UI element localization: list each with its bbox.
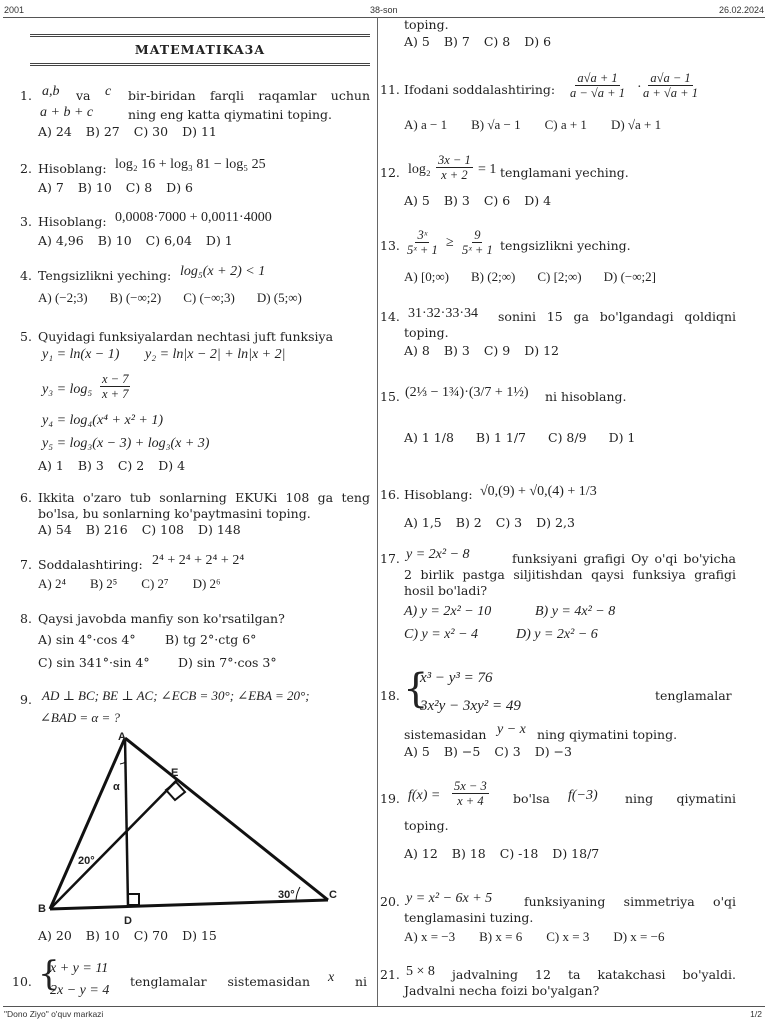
q5-y3-frac: $\frac{x - 7}{x + 7}$ bbox=[102, 372, 129, 401]
q13-frac1: $\frac{\text{3ˣ}}{\text{5ˣ + 1}}$ bbox=[407, 228, 438, 257]
q17-option-d: D) y = 2x² − 6 bbox=[516, 627, 598, 642]
q10-number: 10. bbox=[12, 974, 32, 989]
fig-label-b: B bbox=[38, 903, 46, 915]
q13-ge: ≥ bbox=[446, 235, 454, 250]
q16-number: 16. bbox=[380, 487, 400, 502]
q18-text: tenglamalar bbox=[655, 688, 732, 703]
q2-answers: A) 7 B) 10 C) 8 D) 6 bbox=[38, 180, 193, 195]
q11-frac1: $\frac{a√a + 1}{a - √a + 1}$ bbox=[570, 71, 625, 100]
q1-text: bir-biridan farqli raqamlar uchun bbox=[128, 88, 370, 103]
q5-number: 5. bbox=[20, 329, 32, 344]
q20-expr: y = x² − 6x + 5 bbox=[406, 891, 493, 906]
q21-expr: 5 × 8 bbox=[406, 964, 435, 979]
q19-fx: f(x) = bbox=[408, 788, 441, 803]
q9-answers: A) 20 B) 10 C) 70 D) 15 bbox=[38, 928, 217, 943]
q17-option-c: C) y = x² − 4 bbox=[404, 627, 479, 642]
q8-number: 8. bbox=[20, 611, 32, 626]
q20-answers: A) x = −3 B) x = 6 C) x = 3 D) x = −6 bbox=[404, 929, 665, 944]
footer-right: 1/2 bbox=[750, 1009, 762, 1019]
q17-text: funksiyani grafigi Oy o'qi bo'yicha 2 birlik pastga siljitishdan qaysi funksiya grafigi hosil bo'ladi? bbox=[404, 551, 736, 598]
page-title: MATEMATIKA3A bbox=[30, 34, 370, 66]
q19-text2: toping. bbox=[404, 818, 449, 833]
q8-option-b: B) tg 2°·ctg 6° bbox=[165, 632, 257, 647]
q4-text: Tengsizlikni yeching: bbox=[38, 268, 172, 283]
q10-x: x bbox=[328, 970, 335, 985]
q1-answers: A) 24 B) 27 C) 30 D) 11 bbox=[38, 124, 217, 139]
q12-log: log₂ bbox=[408, 162, 431, 177]
q4-number: 4. bbox=[20, 268, 32, 283]
q12-eq: = 1 bbox=[478, 162, 497, 177]
q21-number: 21. bbox=[380, 967, 400, 982]
q17-option-a: A) y = 2x² − 10 bbox=[404, 604, 492, 619]
q3-text: Hisoblang: bbox=[38, 214, 107, 229]
q12-text: tenglamani yeching. bbox=[500, 165, 629, 180]
q10-ni: ni bbox=[355, 974, 368, 989]
q3-expr: 0,0008·7000 + 0,0011·4000 bbox=[115, 210, 272, 225]
q10-eq2: 2x − y = 4 bbox=[50, 983, 110, 998]
q16-answers: A) 1,5 B) 2 C) 3 D) 2,3 bbox=[404, 515, 575, 530]
q11-frac2: $\frac{a√a - 1}{a + √a + 1}$ bbox=[643, 71, 698, 100]
q9-triangle-figure bbox=[38, 728, 343, 928]
column-divider bbox=[377, 17, 378, 1006]
q15-expr: (2⅓ − 1¾)·(3/7 + 1½) bbox=[405, 385, 529, 400]
q4-expr: log₅(x + 2) < 1 bbox=[180, 264, 266, 279]
fig-angle-30: 30° bbox=[278, 889, 295, 901]
q5-y5: y₅ = log₃(x − 3) + log₃(x + 3) bbox=[42, 436, 210, 451]
q18-expr: y − x bbox=[497, 722, 526, 737]
q11-text: Ifodani soddalashtiring: bbox=[404, 82, 556, 97]
q2-number: 2. bbox=[20, 161, 32, 176]
q10-answers: A) 5 B) 7 C) 8 D) 6 bbox=[404, 34, 552, 49]
q14-text: sonini 15 ga bo'lgandagi qoldiqni toping. bbox=[404, 309, 736, 340]
q18-text2: sistemasidan bbox=[404, 727, 487, 742]
q17-option-b: B) y = 4x² − 8 bbox=[535, 604, 616, 619]
q14-answers: A) 8 B) 3 C) 9 D) 12 bbox=[404, 343, 559, 358]
q20-number: 20. bbox=[380, 894, 400, 909]
q7-expr: 2⁴ + 2⁴ + 2⁴ + 2⁴ bbox=[152, 553, 245, 568]
q8-option-c: C) sin 341°·sin 4° bbox=[38, 655, 150, 670]
q16-expr: √0,(9) + √0,(4) + 1/3 bbox=[480, 484, 597, 499]
q1-text2: ning eng katta qiymatini toping. bbox=[128, 107, 332, 122]
q18-text3: ning qiymatini toping. bbox=[537, 727, 678, 742]
q3-answers: A) 4,96 B) 10 C) 6,04 D) 1 bbox=[38, 233, 233, 248]
header-right: 26.02.2024 bbox=[718, 5, 764, 15]
q5-text: Quyidagi funksiyalardan nechtasi juft funksiya bbox=[38, 329, 334, 344]
q18-eq1: x³ − y³ = 76 bbox=[420, 670, 493, 686]
q12-frac: $\frac{3x - 1}{x + 2}$ bbox=[438, 153, 471, 182]
fig-label-d: D bbox=[124, 915, 132, 927]
q19-answers: A) 12 B) 18 C) -18 D) 18/7 bbox=[404, 846, 600, 861]
q10-text: tenglamalar sistemasidan bbox=[130, 974, 310, 989]
q10-cont-text: toping. bbox=[404, 17, 449, 32]
bottom-rule bbox=[3, 1006, 765, 1007]
q7-number: 7. bbox=[20, 557, 32, 572]
q13-number: 13. bbox=[380, 238, 400, 253]
q10-brace: { bbox=[38, 954, 60, 994]
q18-answers: A) 5 B) −5 C) 3 D) −3 bbox=[404, 744, 572, 759]
q5-y1: y₁ = ln(x − 1) bbox=[42, 347, 120, 362]
q17-number: 17. bbox=[380, 551, 400, 566]
q1-va: va bbox=[76, 88, 91, 103]
q18-number: 18. bbox=[380, 688, 400, 703]
q19-text: ning qiymatini bbox=[625, 791, 736, 806]
fig-angle-20: 20° bbox=[78, 855, 95, 867]
footer-left: "Dono Ziyo" o'quv markazi bbox=[4, 1009, 104, 1019]
q6-number: 6. bbox=[20, 490, 32, 505]
header-left: 2001 bbox=[4, 5, 25, 15]
q5-y3: y₃ = log₅ bbox=[42, 382, 93, 397]
q21-text: jadvalning 12 ta katakchasi bo'yaldi. Jadvalni necha foizi bo'yalgan? bbox=[404, 967, 736, 998]
q14-number: 14. bbox=[380, 309, 400, 324]
fig-label-alpha: α bbox=[113, 781, 120, 793]
q19-frac: $\frac{5x - 3}{x + 4}$ bbox=[454, 779, 487, 808]
q12-answers: A) 5 B) 3 C) 6 D) 4 bbox=[404, 193, 552, 208]
fig-label-a: A bbox=[118, 731, 126, 743]
q11-dot: · bbox=[637, 80, 642, 95]
q19-number: 19. bbox=[380, 791, 400, 806]
q2-text: Hisoblang: bbox=[38, 161, 107, 176]
q1-c: c bbox=[105, 84, 112, 99]
q1-expr: a + b + c bbox=[40, 105, 94, 120]
q7-answers: A) 2⁴ B) 2⁵ C) 2⁷ D) 2⁶ bbox=[38, 576, 221, 591]
q13-frac2: $\frac{9}{\text{5ˣ + 1}}$ bbox=[462, 228, 493, 257]
q15-answers: A) 1 1/8 B) 1 1/7 C) 8/9 D) 1 bbox=[404, 430, 636, 445]
q15-text: ni hisoblang. bbox=[545, 389, 627, 404]
q13-answers: A) [0;∞) B) (2;∞) C) [2;∞) D) (−∞;2] bbox=[404, 269, 656, 284]
fig-label-e: E bbox=[171, 767, 179, 779]
q18-brace: { bbox=[403, 666, 429, 712]
q5-y4: y₄ = log₄(x⁴ + x² + 1) bbox=[42, 413, 163, 428]
q19-f3: f(−3) bbox=[568, 788, 598, 803]
q20-text: funksiyaning simmetriya o'qi tenglamasini tuzing. bbox=[404, 894, 736, 925]
q6-text: Ikkita o'zaro tub sonlarning EKUKi 108 ga teng bo'lsa, bu sonlarning ko'paytmasini toping. bbox=[38, 490, 370, 521]
q9-number: 9. bbox=[20, 692, 32, 707]
q11-answers: A) a − 1 B) √a − 1 C) a + 1 D) √a + 1 bbox=[404, 117, 662, 132]
q9-expr2: ∠BAD = α = ? bbox=[40, 710, 121, 725]
q11-number: 11. bbox=[380, 82, 400, 97]
header-center: 38-son bbox=[370, 5, 398, 15]
top-rule bbox=[3, 17, 765, 18]
q16-text: Hisoblang: bbox=[404, 487, 473, 502]
q6-answers: A) 54 B) 216 C) 108 D) 148 bbox=[38, 522, 241, 537]
q8-text: Qaysi javobda manfiy son ko'rsatilgan? bbox=[38, 611, 285, 626]
q10-eq1: x + y = 11 bbox=[50, 961, 109, 976]
q17-expr: y = 2x² − 8 bbox=[406, 547, 470, 562]
q9-expr: AD ⊥ BC; BE ⊥ AC; ∠ECB = 30°; ∠EBA = 20°; bbox=[42, 688, 310, 703]
q14-expr: 31·32·33·34 bbox=[408, 306, 478, 321]
q13-text: tengsizlikni yeching. bbox=[500, 238, 631, 253]
q1-number: 1. bbox=[20, 88, 32, 103]
q2-expr: log₂ 16 + log₃ 81 − log₅ 25 bbox=[115, 157, 266, 172]
q4-answers: A) (−2;3) B) (−∞;2) C) (−∞;3) D) (5;∞) bbox=[38, 290, 302, 305]
q1-vars: a,b bbox=[42, 84, 60, 99]
q8-option-d: D) sin 7°·cos 3° bbox=[178, 655, 277, 670]
q18-eq2: 3x²y − 3xy² = 49 bbox=[420, 698, 521, 714]
q8-option-a: A) sin 4°·cos 4° bbox=[38, 632, 136, 647]
q3-number: 3. bbox=[20, 214, 32, 229]
q5-answers: A) 1 B) 3 C) 2 D) 4 bbox=[38, 458, 186, 473]
q12-number: 12. bbox=[380, 165, 400, 180]
q7-text: Soddalashtiring: bbox=[38, 557, 143, 572]
fig-label-c: C bbox=[329, 889, 337, 901]
q5-y2: y₂ = ln|x − 2| + ln|x + 2| bbox=[145, 347, 286, 362]
q15-number: 15. bbox=[380, 389, 400, 404]
q19-bolsa: bo'lsa bbox=[513, 791, 550, 806]
